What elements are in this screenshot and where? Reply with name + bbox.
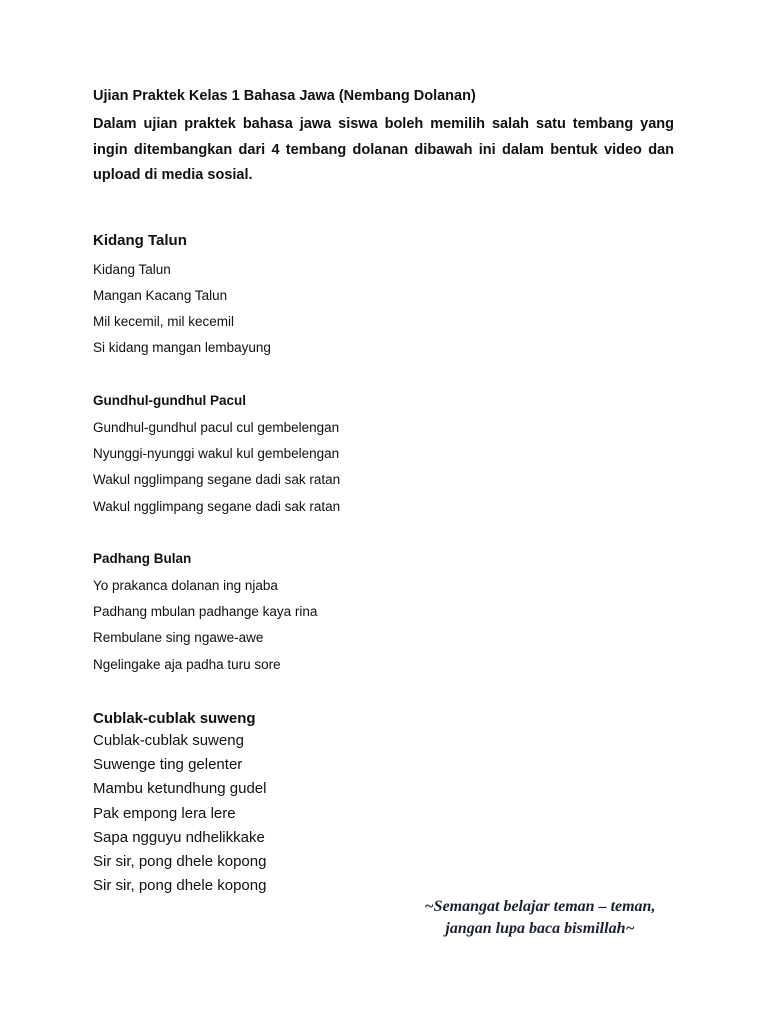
- song-title: Padhang Bulan: [93, 550, 192, 566]
- document-intro: Dalam ujian praktek bahasa jawa siswa boleh memilih salah satu tembang yang ingin ditembangkan dari 4 tembang dolanan dibawah ini dalam bentuk video dan upload di media sosial.: [93, 116, 674, 183]
- lyric-line: Sir sir, pong dhele kopong: [93, 877, 267, 895]
- lyric-line: Gundhul-gundhul pacul cul gembelengan: [93, 419, 340, 435]
- closing-message: [390, 896, 690, 940]
- lyric-line: Wakul ngglimpang segane dadi sak ratan: [93, 498, 341, 514]
- lyric-line: Mangan Kacang Talun: [93, 287, 228, 303]
- closing-line-1: ~Semangat belajar teman – teman,: [424, 898, 656, 915]
- lyric-line: Pak empong lera lere: [93, 804, 236, 822]
- song-title: Gundhul-gundhul Pacul: [93, 392, 246, 408]
- document-body: [93, 86, 674, 898]
- lyric-line: Mil kecemil, mil kecemil: [93, 314, 235, 330]
- lyric-line: Ngelingake aja padha turu sore: [93, 656, 281, 672]
- lyric-line: Nyunggi-nyunggi wakul kul gembelengan: [93, 445, 340, 461]
- lyric-line: Yo prakanca dolanan ing njaba: [93, 577, 278, 593]
- lyric-line: Sir sir, pong dhele kopong: [93, 853, 267, 871]
- lyric-line: Suwenge ting gelenter: [93, 756, 243, 774]
- document-title: Ujian Praktek Kelas 1 Bahasa Jawa (Nembang Dolanan): [93, 88, 476, 104]
- song-padhang-bulan: [93, 549, 674, 678]
- song-cublak-cublak-suweng: [93, 709, 674, 898]
- song-title: Kidang Talun: [93, 231, 187, 249]
- song-gundhul-gundhul-pacul: [93, 391, 674, 520]
- lyric-line: Padhang mbulan padhange kaya rina: [93, 604, 318, 620]
- lyric-line: Mambu ketundhung gudel: [93, 780, 267, 798]
- song-title: Cublak-cublak suweng: [93, 710, 256, 728]
- lyric-line: Wakul ngglimpang segane dadi sak ratan: [93, 472, 341, 488]
- lyric-line: Sapa ngguyu ndhelikkake: [93, 828, 265, 846]
- song-kidang-talun: [93, 231, 674, 362]
- lyric-line: Kidang Talun: [93, 261, 171, 277]
- lyric-line: Si kidang mangan lembayung: [93, 340, 271, 356]
- closing-line-2: jangan lupa baca bismillah~: [445, 920, 635, 937]
- lyric-line: Rembulane sing ngawe-awe: [93, 630, 264, 646]
- lyric-line: Cublak-cublak suweng: [93, 732, 244, 750]
